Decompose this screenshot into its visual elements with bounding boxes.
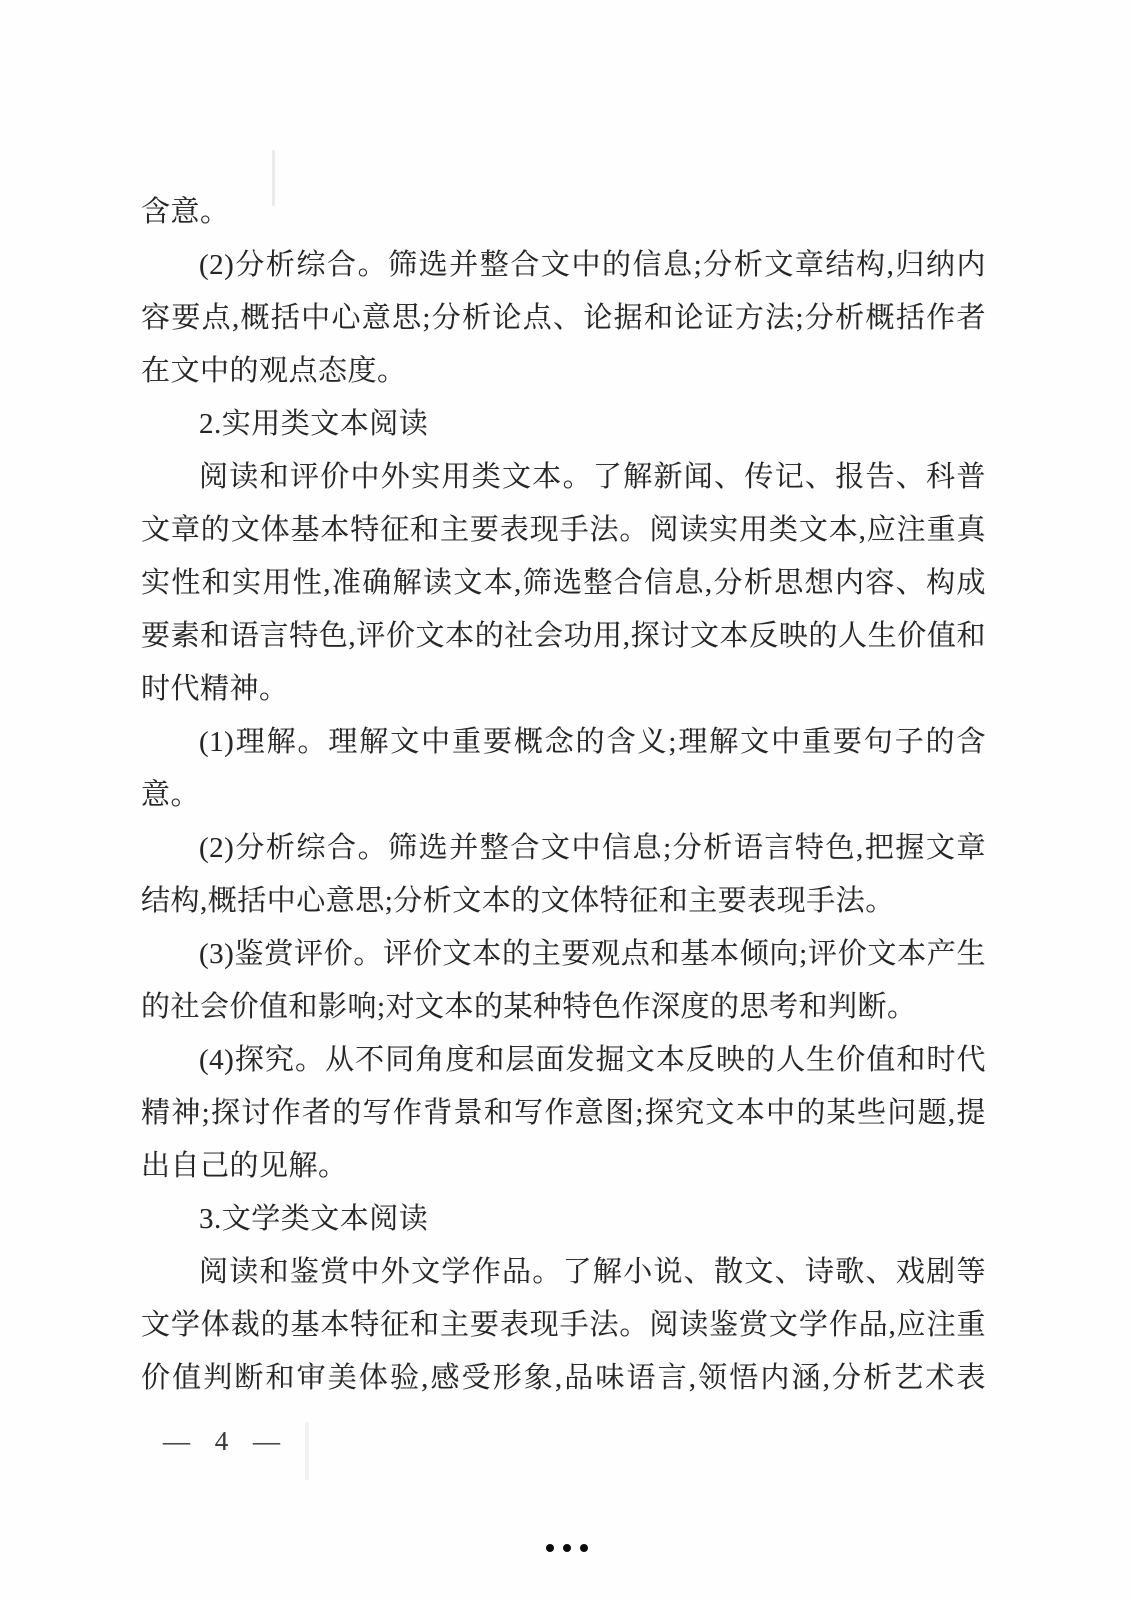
section-heading-2-practical-texts: 2.实用类文本阅读 — [199, 408, 429, 440]
item-1-comprehension: (1)理解。理解文中重要概念的含义;理解文中重要句子的含意。 — [141, 726, 986, 811]
ink-dot — [563, 1544, 571, 1552]
scan-smudge-artifact — [305, 1422, 309, 1480]
item-2-analysis-synthesis: (2)分析综合。筛选并整合文中信息;分析语言特色,把握文章结构,概括中心意思;分析文本的文体特征和主要表现手法。 — [141, 832, 986, 917]
item-4-exploration: (4)探究。从不同角度和层面发掘文本反映的人生价值和时代精神;探讨作者的写作背景和写作意图;探究文本中的某些问题,提出自己的见解。 — [141, 1044, 986, 1182]
page-number-label: — 4 — — [163, 1426, 281, 1456]
document-body — [141, 186, 986, 1405]
section-2-intro: 阅读和评价中外实用类文本。了解新闻、传记、报告、科普文章的文体基本特征和主要表现手法。阅读实用类文本,应注重真实性和实用性,准确解读文本,筛选整合信息,分析思想内容、构成要素和语言特色,评价文本的社会功用,探讨文本反映的人生价值和时代精神。 — [141, 461, 986, 705]
item-3-appreciation-evaluation: (3)鉴赏评价。评价文本的主要观点和基本倾向;评价文本产生的社会价值和影响;对文本的某种特色作深度的思考和判断。 — [141, 938, 986, 1023]
page-number-footer — [163, 1426, 281, 1457]
section-heading-3-literary-texts: 3.文学类文本阅读 — [199, 1203, 429, 1235]
section-3-intro-truncated: 阅读和鉴赏中外文学作品。了解小说、散文、诗歌、戏剧等文学体裁的基本特征和主要表现手法。阅读鉴赏文学作品,应注重价值判断和审美体验,感受形象,品味语言,领悟内涵,分析艺术表 — [141, 1256, 986, 1394]
ellipsis-dots — [546, 1544, 588, 1552]
item-2-analysis-synthesis-lunshu: (2)分析综合。筛选并整合文中的信息;分析文章结构,归纳内容要点,概括中心意思;分析论点、论据和论证方法;分析概括作者在文中的观点态度。 — [141, 249, 986, 387]
paragraph-continuation-hanyi: 含意。 — [141, 196, 230, 228]
ink-dot — [580, 1544, 588, 1552]
ink-dot — [546, 1544, 554, 1552]
